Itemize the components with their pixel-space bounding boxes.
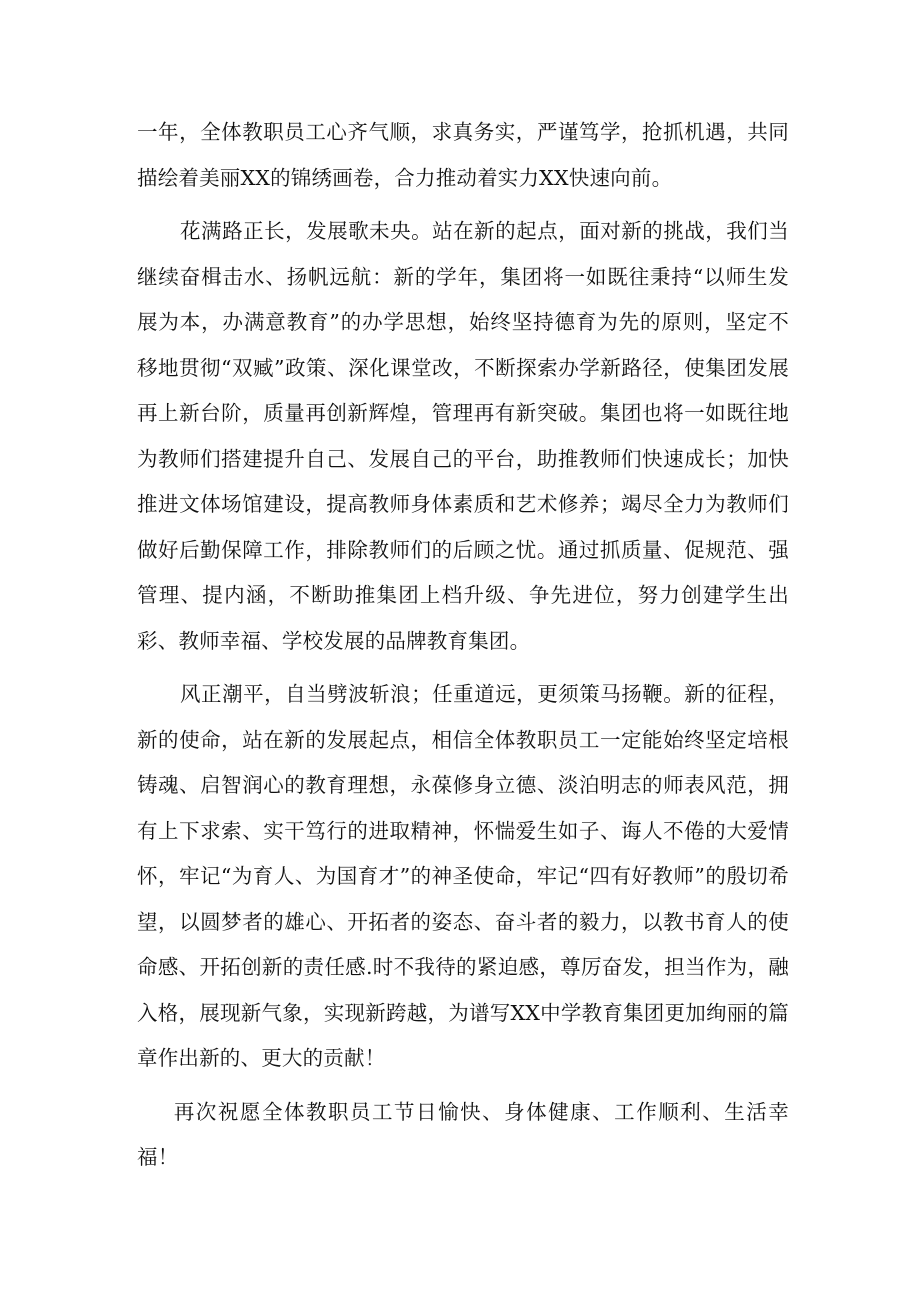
document-body [137,110,789,1189]
paragraph-future-plans: 花满路正长，发展歌未央。站在新的起点，面对新的挑战，我们当继续奋楫击水、扬帆远航：新的学年，集团将一如既往秉持“以师生发展为本，办满意教育”的办学思想，始终坚持德育为先的原则，坚定不移地贯彻“双臧”政策、深化课堂改，不断探索办学新路径，使集团发展再上新台阶，质量再创新辉煌，管理再有新突破。集团也将一如既往地为教师们搭建提升自己、发展自己的平台，助推教师们快速成长；加快推进文体场馆建设，提高教师身体素质和艺术修养；竭尽全力为教师们做好后勤保障工作，排除教师们的后顾之忧。通过抓质量、促规范、强管理、提内涵，不断助推集团上档升级、争先进位，努力创建学生出彩、教师幸福、学校发展的品牌教育集团。 [137,219,789,653]
paragraph-closing-wishes: 再次祝愿全体教职员工节日愉快、身体健康、工作顺利、生活幸福！ [137,1099,789,1169]
paragraph-continuation: 一年，全体教职员工心齐气顺，求真务实，严谨笃学，抢抓机遇，共同描绘着美丽XX的锦绣画卷，合力推动着实力XX快速向前。 [137,120,789,190]
paragraph-new-journey: 风正潮平，自当劈波斩浪；任重道远，更须策马扬鞭。新的征程，新的使命，站在新的发展起点，相信全体教职员工一定能始终坚定培根铸魂、启智润心的教育理想，永葆修身立德、淡泊明志的师表风范，拥有上下求索、实干笃行的进取精神，怀惴爱生如子、诲人不倦的大爱情怀，牢记“为育人、为国育才”的神圣使命，牢记“四有好教师”的殷切希望，以圆梦者的雄心、开拓者的姿态、奋斗者的毅力，以教书育人的使命感、开拓创新的责任感.时不我待的紧迫感，尊厉奋发，担当作为，融入格，展现新气象，实现新跨越，为谱写XX中学教育集团更加绚丽的篇章作出新的、更大的贡献！ [137,682,789,1070]
